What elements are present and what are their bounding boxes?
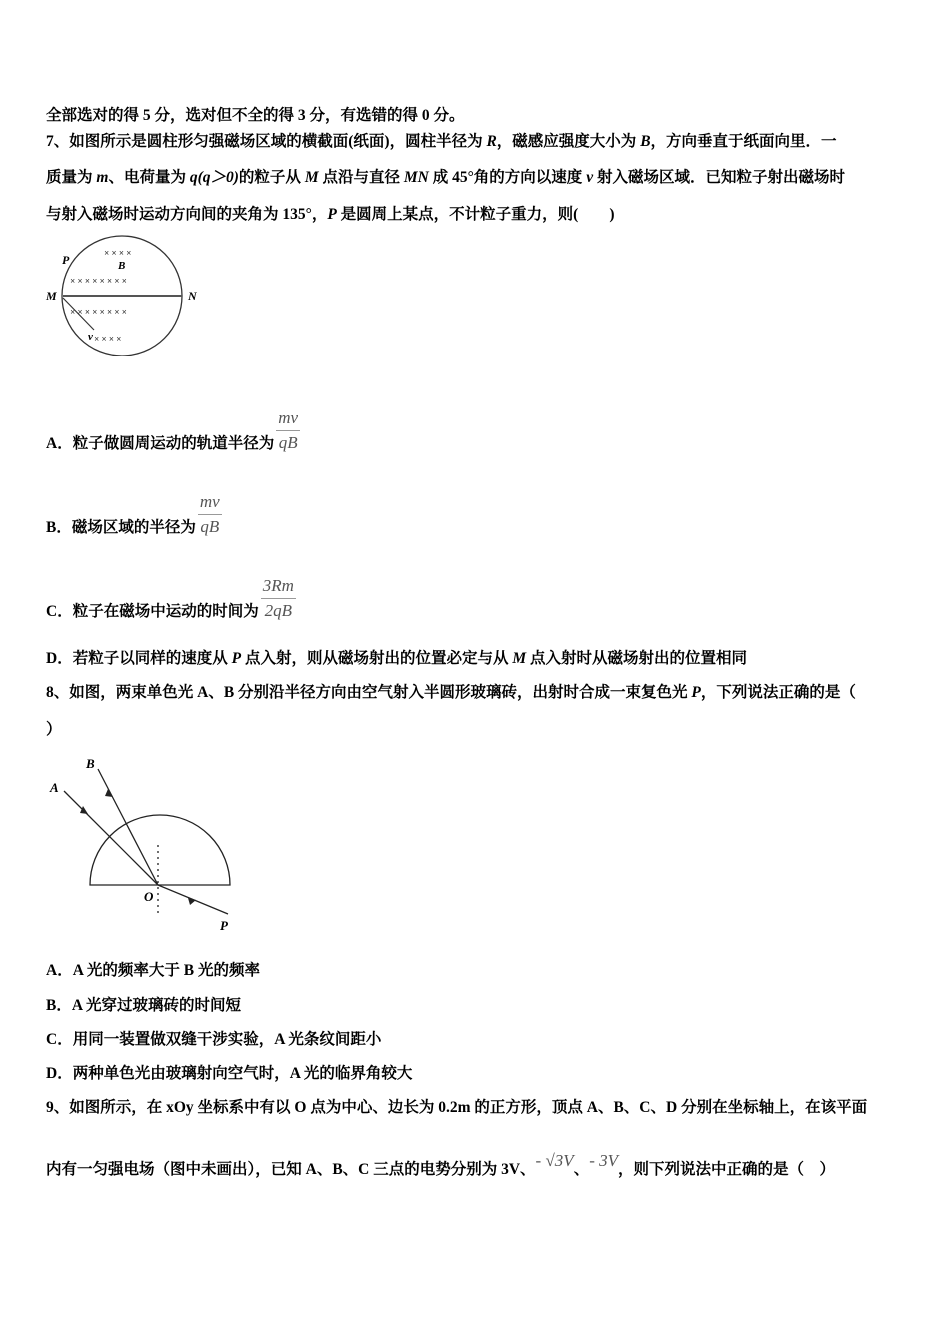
label-B: B (86, 756, 95, 771)
option-text: 磁场区域的半径为 (71, 519, 196, 537)
denominator: qB (200, 517, 220, 536)
label-B: B (118, 260, 126, 272)
var: R (486, 133, 497, 150)
text: 内有一匀强电场（图中未画出），已知 A、B、C 三点的电势分别为 3V、 (46, 1161, 536, 1178)
option-label: B． (46, 519, 72, 537)
math-value: - 3V (589, 1151, 618, 1170)
q8-line1 (46, 680, 856, 702)
numerator: mv (276, 406, 300, 431)
q8-option-c[interactable]: C．用同一装置做双缝干涉实验，A 光条纹间距小 (46, 1031, 382, 1048)
intro-text: 全部选对的得 5 分，选对但不全的得 3 分，有选错的得 0 分。 (46, 107, 465, 124)
q7-option-a[interactable] (46, 408, 300, 469)
denominator: qB (278, 433, 298, 452)
q7-option-b[interactable] (46, 492, 222, 553)
q9-line2 (46, 1151, 836, 1179)
text: ，下列说法正确的是（ (700, 684, 856, 701)
svg-text:× × × ×: × × × × (104, 248, 132, 258)
text: ，则下列说法中正确的是（ ） (618, 1161, 836, 1178)
svg-text:× × × ×: × × × × (94, 334, 122, 344)
magnetic-field-figure (42, 228, 202, 356)
var: MN (403, 169, 429, 186)
text: 与射入磁场时运动方向间的夹角为 135°， (46, 206, 328, 223)
text: 成 45°角的方向以速度 (428, 169, 587, 186)
q8-option-d[interactable]: D．两种单色光由玻璃射向空气时，A 光的临界角较大 (46, 1065, 413, 1082)
q7-line2 (46, 165, 845, 187)
q8-option-b[interactable]: B．A 光穿过玻璃砖的时间短 (46, 997, 242, 1014)
text: 点沿与直径 (318, 169, 404, 186)
var: M (512, 650, 527, 667)
text: 若粒子以同样的速度从 (72, 650, 232, 667)
var: P (327, 206, 337, 223)
text: 是圆周上某点，不计粒子重力，则( ) (336, 206, 615, 223)
math-value: - √3V (535, 1151, 574, 1170)
svg-text:× × × × × × × ×: × × × × × × × × (70, 307, 127, 317)
var: M (304, 169, 319, 186)
text: ，磁感应强度大小为 (496, 133, 641, 150)
q7-option-c[interactable] (46, 576, 296, 637)
label-O: O (144, 889, 154, 904)
var: v (586, 169, 594, 186)
fraction (276, 406, 300, 455)
var: q(q＞0) (189, 169, 239, 186)
q7-line3 (46, 202, 615, 224)
var: P (691, 684, 701, 701)
q8-option-a[interactable]: A．A 光的频率大于 B 光的频率 (46, 962, 260, 979)
label-M: M (46, 289, 57, 303)
text: 射入磁场区域．已知粒子射出磁场时 (593, 169, 845, 186)
text: 的粒子从 (238, 169, 305, 186)
option-label: D． (46, 650, 73, 667)
text: 7、如图所示是圆柱形匀强磁场区域的横截面(纸面)，圆柱半径为 (46, 133, 487, 150)
text: 8、如图，两束单色光 A、B 分别沿半径方向由空气射入半圆形玻璃砖，出射时合成一束复色光 (46, 684, 692, 701)
q8-line2: ） (46, 721, 62, 738)
label-A: A (50, 780, 59, 795)
q7-option-d[interactable] (46, 646, 747, 668)
numerator: mv (198, 490, 222, 515)
text: 点入射时从磁场射出的位置相同 (526, 650, 748, 667)
var: P (231, 650, 242, 667)
label-P: P (220, 918, 228, 933)
svg-text:× × × × × × × ×: × × × × × × × × (70, 276, 127, 286)
semicircle-glass-figure (40, 750, 270, 940)
numerator: 3Rm (261, 574, 296, 599)
text: 、 (573, 1161, 590, 1178)
q7-line1 (46, 129, 837, 151)
fraction (198, 490, 222, 539)
option-label: A． (46, 435, 73, 453)
option-text: 粒子在磁场中运动的时间为 (72, 603, 259, 621)
var: B (640, 133, 651, 150)
text: 质量为 (46, 169, 97, 186)
label-N: N (188, 289, 197, 303)
option-text: 粒子做圆周运动的轨道半径为 (72, 435, 275, 453)
option-label: C． (46, 603, 73, 621)
text: ，方向垂直于纸面向里．一 (650, 133, 837, 150)
text: 、电荷量为 (108, 169, 190, 186)
fraction (261, 574, 296, 623)
label-P: P (62, 253, 70, 267)
text: 点入射，则从磁场射出的位置必定与从 (241, 650, 513, 667)
denominator: 2qB (264, 601, 292, 620)
var: m (96, 169, 109, 186)
q9-line1: 9、如图所示，在 xOy 坐标系中有以 O 点为中心、边长为 0.2m 的正方形，顶点 A、B、C、D 分别在坐标轴上，在该平面 (46, 1099, 868, 1116)
label-v: v (88, 331, 93, 343)
